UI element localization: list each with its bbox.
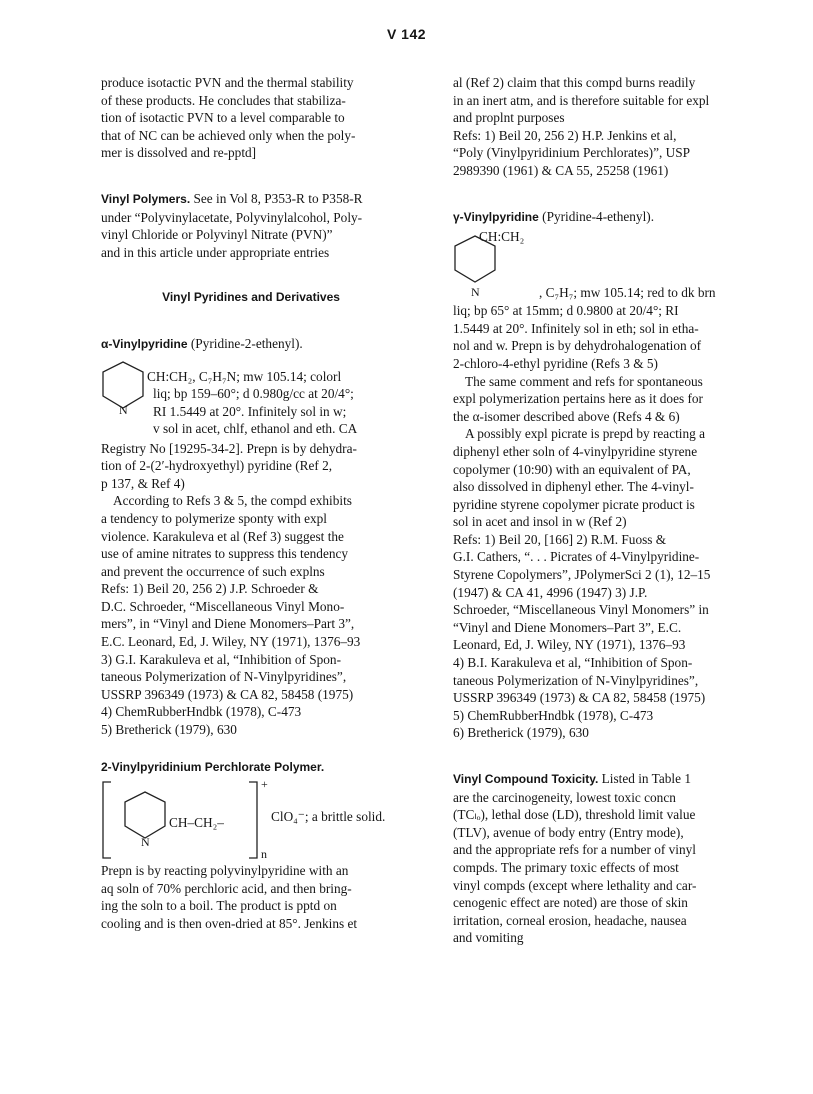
text-line: irritation, corneal erosion, headache, nausea: [453, 912, 687, 928]
text-line: 2989390 (1961) & CA 55, 25258 (1961): [453, 162, 669, 178]
text-line: and in this article under appropriate entries: [101, 244, 330, 260]
text-line: Leonard, Ed, J. Wiley, NY (1971), 1376–93: [453, 637, 686, 653]
entry-heading: γ-Vinylpyridine: [453, 209, 539, 224]
text-line: under “Polyvinylacetate, Polyvinylalcohol, Poly-: [101, 209, 363, 225]
text-line: are the carcinogeneity, lowest toxic concn: [453, 789, 676, 805]
text-line: Styrene Copolymers”, JPolymerSci 2 (1), 12–15: [453, 567, 711, 583]
text-line: vinyl compds (except where lethality and car-: [453, 877, 697, 893]
text-line: aq soln of 70% perchloric acid, and then bring-: [101, 880, 352, 896]
text-line: Schroeder, “Miscellaneous Vinyl Monomers” in: [453, 602, 709, 618]
entry-heading: 2-Vinylpyridinium Perchlorate Polymer.: [101, 759, 325, 774]
text-line: (TCₗₒ), lethal dose (LD), threshold limit value: [453, 807, 696, 823]
text-line: D.C. Schroeder, “Miscellaneous Vinyl Mono-: [101, 598, 345, 614]
text-line: 3) G.I. Karakuleva et al, “Inhibition of Spon-: [101, 651, 342, 667]
text-line: use of amine nitrates to suppress this tendency: [101, 546, 349, 562]
text-line: mer is dissolved and re-pptd]: [101, 145, 257, 161]
text-line: nol and w. Prepn is by dehydrohalogenation of: [453, 338, 702, 354]
text-line: a tendency to polymerize sponty with expl: [101, 510, 327, 526]
section-title: Vinyl Pyridines and Derivatives: [162, 290, 340, 305]
text-line: also dissolved in diphenyl ether. The 4-vinyl-: [453, 479, 694, 495]
text-line: Prepn is by reacting polyvinylpyridine with an: [101, 863, 349, 879]
text-line: Refs: 1) Beil 20, [166] 2) R.M. Fuoss &: [453, 531, 667, 547]
text-line: , C₇H₇; mw 105.14; red to dk brn: [539, 285, 716, 301]
charge-plus: +: [261, 777, 268, 792]
text-line: produce isotactic PVN and the thermal stability: [101, 75, 354, 90]
text-line: 4) B.I. Karakuleva et al, “Inhibition of Spon-: [453, 655, 693, 671]
chain-group: CH–CH₂–: [169, 815, 224, 831]
page-number: V 142: [386, 26, 427, 42]
text-line: G.I. Cathers, “. . . Picrates of 4-Vinylpyridine-: [453, 549, 700, 565]
text-line: The same comment and refs for spontaneous: [465, 373, 703, 389]
text-line: USSRP 396349 (1973) & CA 82, 58458 (1975): [101, 686, 354, 702]
text-line: in an inert atm, and is therefore suitable for expl: [453, 92, 710, 108]
perchlorate-structure: [101, 776, 401, 862]
text-line: and vomiting: [453, 930, 524, 946]
text-line: and prevent the occurrence of such explns: [101, 563, 325, 579]
text-line: sol in acet and insol in w (Ref 2): [453, 514, 627, 530]
text-line: “Vinyl and Diene Monomers–Part 3”, E.C.: [453, 619, 682, 635]
text-line: (1947) & CA 41, 4996 (1947) 3) J.P.: [453, 584, 648, 600]
text-line: A possibly expl picrate is prepd by reacting a: [465, 426, 706, 442]
ring-nitrogen: N: [141, 835, 150, 850]
text-line: diphenyl ether soln of 4-vinylpyridine styrene: [453, 443, 698, 459]
text-line: liq; bp 65° at 15mm; d 0.9800 at 20/4°; RI: [453, 303, 679, 319]
continued-paragraph: [453, 74, 753, 180]
text-line: USSRP 396349 (1973) & CA 82, 58458 (1975): [453, 690, 706, 706]
text-line: tion of isotactic PVN to a level comparable to: [101, 110, 345, 126]
text-line: Listed in Table 1: [601, 771, 691, 786]
text-line: RI 1.5449 at 20°. Infinitely sol in w;: [153, 403, 347, 419]
text-line: 4) ChemRubberHndbk (1978), C-473: [101, 704, 302, 720]
text-line: the α-isomer described above (Refs 4 & 6): [453, 408, 680, 424]
vinyl-group: CH:CH₂: [479, 229, 525, 245]
text-line: 2-chloro-4-ethyl pyridine (Refs 3 & 5): [453, 355, 658, 371]
gamma-structure: [453, 226, 753, 302]
text-line: E.C. Leonard, Ed, J. Wiley, NY (1971), 1376–93: [101, 634, 361, 650]
ring-nitrogen: N: [119, 402, 128, 417]
text-line: liq; bp 159–60°; d 0.980g/cc at 20/4°;: [153, 386, 354, 402]
text-line: that of NC can be achieved only when the poly-: [101, 127, 356, 143]
text-line: According to Refs 3 & 5, the compd exhibits: [113, 493, 352, 509]
text-line: See in Vol 8, P353-R to P358-R: [193, 190, 363, 206]
text-line: compds. The primary toxic effects of most: [453, 859, 679, 875]
text-line: and the appropriate refs for a number of vinyl: [453, 842, 696, 858]
intro-paragraph: [101, 74, 401, 162]
text-line: vinyl Chloride or Polyvinyl Nitrate (PVN)”: [101, 227, 333, 243]
text-line: p 137, & Ref 4): [101, 475, 185, 491]
entry-heading: α-Vinylpyridine: [101, 336, 188, 351]
text-line: al (Ref 2) claim that this compd burns readily: [453, 75, 696, 90]
text-line: “Poly (Vinylpyridinium Perchlorates)”, USP: [453, 145, 691, 161]
text-line: tion of 2-(2′-hydroxyethyl) pyridine (Ref 2,: [101, 458, 333, 474]
text-line: pyridine styrene copolymer picrate product is: [453, 496, 695, 512]
text-line: 5) Bretherick (1979), 630: [101, 722, 237, 738]
toxicity-entry: [453, 770, 753, 947]
text-line: violence. Karakuleva et al (Ref 3) suggest the: [101, 528, 344, 544]
entry-heading-rest: (Pyridine-2-ethenyl).: [190, 335, 303, 351]
text-line: Refs: 1) Beil 20, 256 2) H.P. Jenkins et al,: [453, 127, 677, 143]
text-line: CH:CH₂, C₇H₇N; mw 105.14; colorl: [147, 368, 342, 384]
vinyl-polymers-entry: [101, 190, 401, 261]
ring-nitrogen: N: [471, 285, 480, 300]
text-line: expl polymerization pertains here as it does for: [453, 391, 703, 407]
text-line: and proplnt purposes: [453, 110, 565, 126]
text-line: mers”, in “Vinyl and Diene Monomers–Part 3”,: [101, 616, 355, 632]
anion-text: ClO₄⁻; a brittle solid.: [271, 809, 386, 825]
text-line: 6) Bretherick (1979), 630: [453, 725, 589, 741]
entry-heading: Vinyl Compound Toxicity.: [453, 772, 599, 786]
text-line: 5) ChemRubberHndbk (1978), C-473: [453, 707, 654, 723]
left-column: [101, 74, 401, 933]
alpha-structure: [101, 354, 401, 437]
text-line: taneous Polymerization of N-Vinylpyridines”,: [101, 669, 347, 685]
text-line: cenogenic effect are noted) are those of skin: [453, 895, 688, 911]
entry-heading: Vinyl Polymers.: [101, 191, 191, 206]
text-line: cooling and is then oven-dried at 85°. Jenkins et: [101, 916, 358, 931]
text-line: of these products. He concludes that stabiliza-: [101, 92, 346, 108]
text-line: Registry No [19295-34-2]. Prepn is by dehydra-: [101, 440, 357, 456]
text-line: v sol in acet, chlf, ethanol and eth. CA: [153, 421, 358, 437]
right-column: [453, 74, 753, 947]
text-line: ing the soln to a boil. The product is pptd on: [101, 898, 337, 914]
entry-heading-rest: (Pyridine-4-ethenyl).: [542, 208, 655, 224]
text-line: Refs: 1) Beil 20, 256 2) J.P. Schroeder &: [101, 581, 319, 597]
text-line: 1.5449 at 20°. Infinitely sol in eth; sol in etha-: [453, 320, 699, 336]
repeat-n: n: [261, 847, 267, 862]
text-line: copolymer (10:90) with an equivalent of PA,: [453, 461, 691, 477]
text-line: (TLV), avenue of body entry (Entry mode),: [453, 824, 684, 840]
text-line: taneous Polymerization of N-Vinylpyridines”,: [453, 672, 699, 688]
